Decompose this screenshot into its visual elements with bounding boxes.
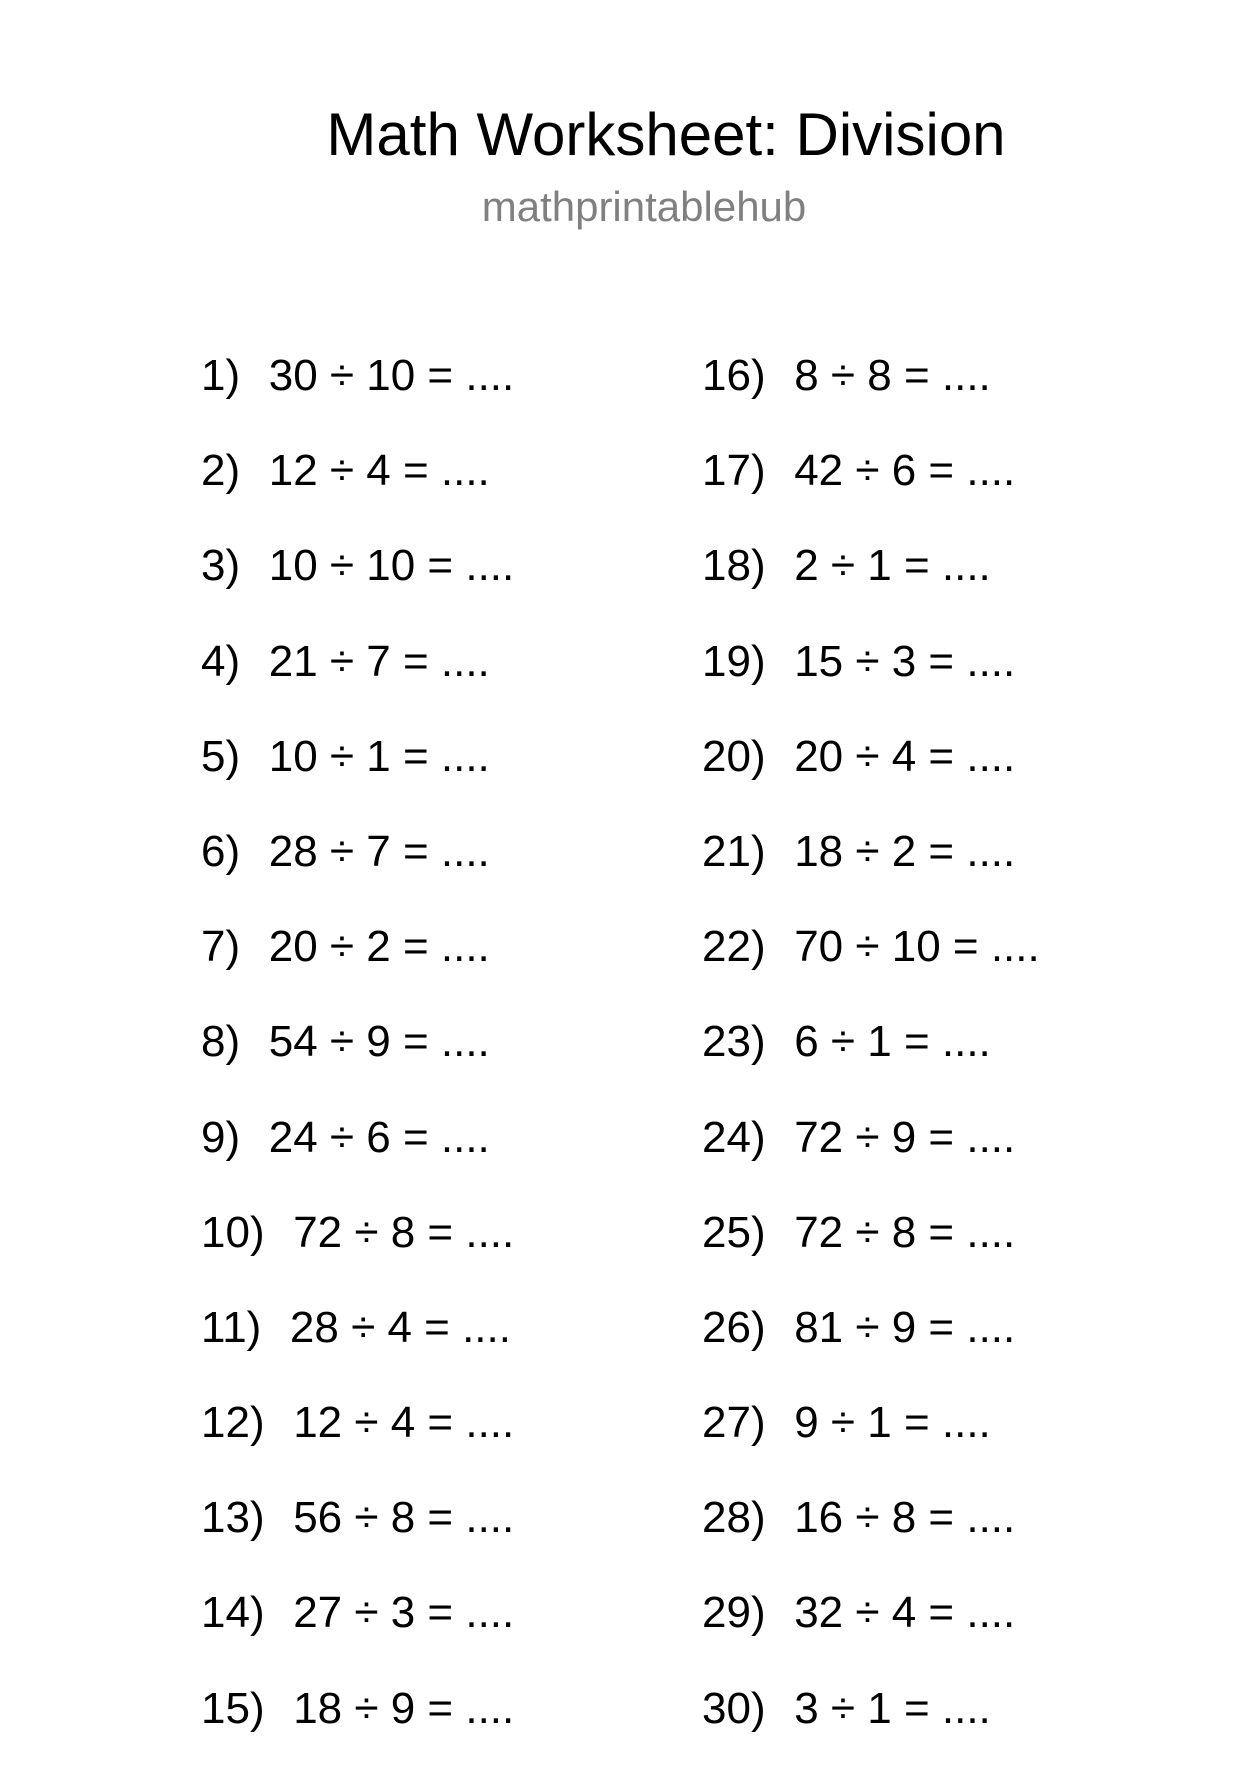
problem-number: 20): [702, 731, 766, 781]
problem-expression: 21 ÷ 7 = ....: [268, 636, 490, 686]
page-subtitle: mathprintablehub: [481, 183, 807, 230]
problem-expression: 32 ÷ 4 = ....: [794, 1588, 1016, 1638]
problem-expression: 6 ÷ 1 = ....: [794, 1017, 991, 1067]
problem-expression: 20 ÷ 2 = ....: [268, 922, 490, 972]
problem-number: 16): [702, 351, 766, 400]
problem-expression: 8 ÷ 8 = ....: [794, 351, 991, 400]
problem-item: [201, 632, 514, 727]
problem-number: 27): [702, 1398, 766, 1448]
problem-item: [702, 632, 1040, 727]
problem-number: 25): [702, 1207, 766, 1257]
problem-expression: 72 ÷ 9 = ....: [794, 1112, 1016, 1162]
problem-item: [702, 1393, 1040, 1488]
problem-number: 18): [702, 541, 766, 591]
problem-number: 19): [702, 636, 766, 686]
problem-item: [201, 536, 514, 631]
problem-item: [702, 1298, 1040, 1393]
problem-item: [702, 536, 1040, 631]
problem-number: 12): [201, 1398, 265, 1448]
problem-item: [201, 1298, 514, 1393]
problem-expression: 2 ÷ 1 = ....: [794, 541, 991, 591]
problem-number: 7): [201, 922, 241, 972]
problem-item: [201, 441, 514, 536]
problem-item: [702, 727, 1040, 822]
problem-item: [702, 441, 1040, 536]
problem-item: [201, 346, 514, 441]
problem-expression: 72 ÷ 8 = ....: [293, 1207, 515, 1257]
problem-item: [702, 346, 1040, 441]
problem-expression: 12 ÷ 4 = ....: [293, 1398, 515, 1448]
problem-item: [201, 727, 514, 822]
problem-expression: 3 ÷ 1 = ....: [794, 1683, 991, 1733]
problem-number: 8): [201, 1017, 241, 1067]
problem-number: 14): [201, 1588, 265, 1638]
problem-item: [201, 1583, 514, 1678]
problem-expression: 27 ÷ 3 = ....: [293, 1588, 515, 1638]
problem-number: 3): [201, 541, 241, 591]
problem-expression: 10 ÷ 1 = ....: [268, 731, 490, 781]
problem-item: [201, 1012, 514, 1107]
problem-number: 26): [702, 1302, 766, 1352]
problem-expression: 30 ÷ 10 = ....: [268, 351, 515, 400]
problem-number: 4): [201, 636, 241, 686]
problem-number: 28): [702, 1493, 766, 1543]
problem-expression: 16 ÷ 8 = ....: [794, 1493, 1016, 1543]
problem-item: [702, 917, 1040, 1012]
problem-item: [201, 917, 514, 1012]
problem-number: 2): [201, 446, 241, 496]
problem-item: [702, 1679, 1040, 1774]
problem-number: 1): [201, 351, 241, 400]
problem-item: [201, 822, 514, 917]
problem-column-right: [702, 346, 1040, 1774]
problem-number: 6): [201, 826, 241, 876]
problem-item: [201, 1203, 514, 1298]
problem-number: 22): [702, 922, 766, 972]
problem-expression: 72 ÷ 8 = ....: [794, 1207, 1016, 1257]
problem-number: 24): [702, 1112, 766, 1162]
problem-item: [702, 1108, 1040, 1203]
problem-expression: 12 ÷ 4 = ....: [268, 446, 490, 496]
problem-expression: 28 ÷ 4 = ....: [289, 1302, 511, 1352]
problem-item: [702, 1583, 1040, 1678]
problem-expression: 15 ÷ 3 = ....: [794, 636, 1016, 686]
problem-number: 29): [702, 1588, 766, 1638]
problem-item: [201, 1108, 514, 1203]
problem-expression: 10 ÷ 10 = ....: [268, 541, 515, 591]
problem-expression: 24 ÷ 6 = ....: [268, 1112, 490, 1162]
problem-number: 21): [702, 826, 766, 876]
problem-column-left: [201, 346, 514, 1774]
problem-expression: 9 ÷ 1 = ....: [794, 1398, 991, 1448]
problem-expression: 54 ÷ 9 = ....: [268, 1017, 490, 1067]
problem-expression: 20 ÷ 4 = ....: [794, 731, 1016, 781]
problem-item: [201, 1488, 514, 1583]
problem-number: 17): [702, 446, 766, 496]
problem-number: 30): [702, 1683, 766, 1733]
problem-expression: 42 ÷ 6 = ....: [794, 446, 1016, 496]
problem-expression: 81 ÷ 9 = ....: [794, 1302, 1016, 1352]
problem-number: 13): [201, 1493, 265, 1543]
problem-item: [702, 1488, 1040, 1583]
problem-expression: 18 ÷ 2 = ....: [794, 826, 1016, 876]
problem-item: [702, 822, 1040, 917]
problem-expression: 56 ÷ 8 = ....: [293, 1493, 515, 1543]
problem-item: [201, 1679, 514, 1774]
problem-expression: 70 ÷ 10 = ....: [794, 922, 1040, 972]
problem-expression: 28 ÷ 7 = ....: [268, 826, 490, 876]
problem-item: [702, 1012, 1040, 1107]
problem-expression: 18 ÷ 9 = ....: [293, 1683, 515, 1733]
problem-item: [702, 1203, 1040, 1298]
problem-number: 9): [201, 1112, 241, 1162]
problem-number: 15): [201, 1683, 265, 1733]
problem-number: 10): [201, 1207, 265, 1257]
page-title: Math Worksheet: Division: [326, 101, 1006, 168]
problem-item: [201, 1393, 514, 1488]
problem-number: 11): [201, 1302, 262, 1352]
problem-number: 23): [702, 1017, 766, 1067]
problem-number: 5): [201, 731, 241, 781]
